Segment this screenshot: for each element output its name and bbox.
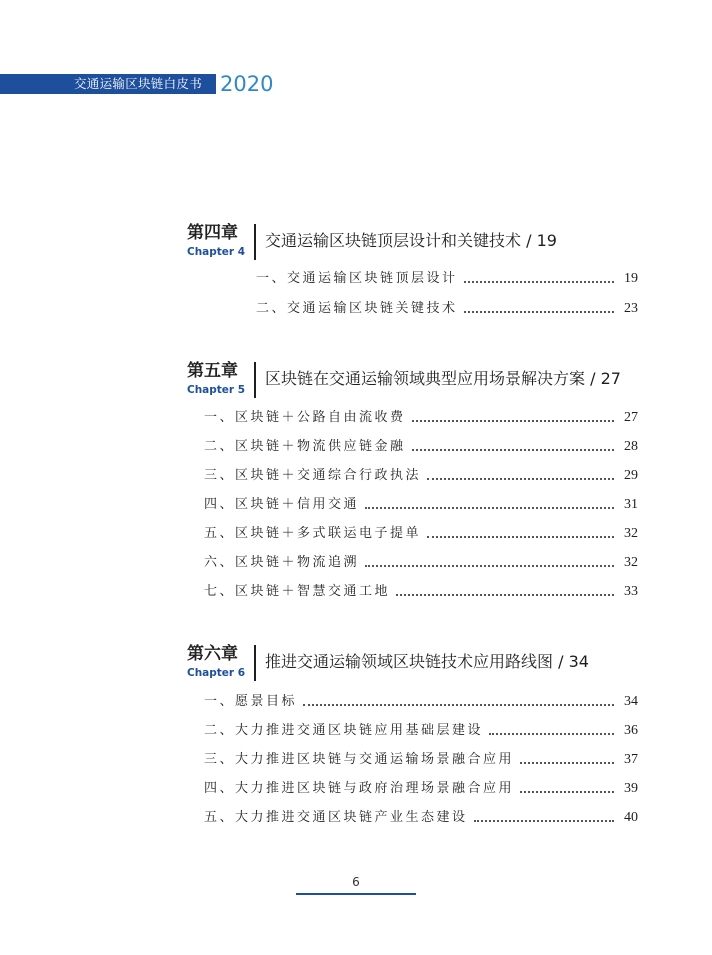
toc-entry-label: 三、大力推进区块链与交通运输场景融合应用 (204, 752, 515, 767)
toc-entry-page: 32 (624, 526, 638, 541)
chapter-divider (254, 645, 256, 681)
toc-leader-dots (520, 761, 614, 764)
toc-entry-label: 一、愿景目标 (204, 694, 298, 709)
toc-entry[interactable] (204, 807, 638, 829)
toc-leader-dots (427, 535, 614, 538)
toc-entry-label: 二、大力推进交通区块链应用基础层建设 (204, 723, 484, 738)
chapter-4-section (0, 222, 712, 266)
chapter-number: 第五章 (187, 361, 238, 381)
toc-entry[interactable] (204, 436, 638, 458)
chapter-6-section (0, 643, 712, 687)
header-year: 2020 (220, 72, 274, 96)
toc-leader-dots (412, 419, 614, 422)
toc-entry[interactable] (204, 581, 638, 603)
chapter-divider (254, 362, 256, 398)
toc-entry[interactable] (256, 298, 638, 320)
chapter-english-label: Chapter 6 (187, 667, 246, 679)
toc-entry-page: 39 (624, 781, 638, 796)
chapter-title: 区块链在交通运输领域典型应用场景解决方案 / 27 (265, 369, 621, 388)
toc-leader-dots (464, 310, 614, 313)
toc-leader-dots (464, 280, 614, 283)
chapter-divider (254, 224, 256, 260)
chapter-english-label: Chapter 4 (187, 246, 246, 258)
toc-entry-label: 四、大力推进区块链与政府治理场景融合应用 (204, 781, 515, 796)
toc-entry[interactable] (204, 465, 638, 487)
toc-entry-label: 一、交通运输区块链顶层设计 (256, 271, 458, 286)
chapter-title: 交通运输区块链顶层设计和关键技术 / 19 (265, 231, 557, 250)
toc-entry-page: 34 (624, 694, 638, 709)
toc-entry-page: 36 (624, 723, 638, 738)
toc-entry-label: 五、大力推进交通区块链产业生态建设 (204, 810, 468, 825)
toc-entry-label: 一、区块链＋公路自由流收费 (204, 410, 406, 425)
toc-entry-label: 三、区块链＋交通综合行政执法 (204, 468, 422, 483)
chapter-5-heading[interactable] (0, 360, 712, 404)
toc-entry-page: 28 (624, 439, 638, 454)
chapter-5-section (0, 360, 712, 404)
header-title: 交通运输区块链白皮书 (74, 76, 203, 91)
footer-rule (296, 893, 416, 895)
toc-entry-label: 二、交通运输区块链关键技术 (256, 301, 458, 316)
toc-entry[interactable] (204, 552, 638, 574)
toc-entry[interactable] (256, 268, 638, 290)
toc-leader-dots (303, 703, 614, 706)
toc-leader-dots (396, 593, 614, 596)
toc-entry-page: 32 (624, 555, 638, 570)
toc-entry-page: 23 (624, 301, 638, 316)
toc-entry-page: 27 (624, 410, 638, 425)
toc-leader-dots (474, 819, 614, 822)
toc-entry-page: 37 (624, 752, 638, 767)
toc-entry-page: 31 (624, 497, 638, 512)
page-number: 6 (352, 875, 360, 889)
toc-entry[interactable] (204, 720, 638, 742)
toc-entry-page: 33 (624, 584, 638, 599)
toc-leader-dots (365, 506, 614, 509)
toc-entry-page: 19 (624, 271, 638, 286)
toc-entry[interactable] (204, 407, 638, 429)
toc-entry-label: 六、区块链＋物流追溯 (204, 555, 360, 570)
toc-leader-dots (365, 564, 614, 567)
toc-entry-page: 40 (624, 810, 638, 825)
toc-leader-dots (412, 448, 614, 451)
toc-entry[interactable] (204, 523, 638, 545)
toc-entry-label: 二、区块链＋物流供应链金融 (204, 439, 406, 454)
toc-entry[interactable] (204, 691, 638, 713)
toc-entry-label: 七、区块链＋智慧交通工地 (204, 584, 391, 599)
toc-leader-dots (520, 790, 614, 793)
chapter-title: 推进交通运输领域区块链技术应用路线图 / 34 (265, 652, 589, 671)
toc-entry[interactable] (204, 749, 638, 771)
toc-leader-dots (427, 477, 614, 480)
chapter-english-label: Chapter 5 (187, 384, 246, 396)
chapter-6-heading[interactable] (0, 643, 712, 687)
chapter-4-heading[interactable] (0, 222, 712, 266)
chapter-number: 第六章 (187, 644, 238, 664)
toc-entry-page: 29 (624, 468, 638, 483)
toc-entry[interactable] (204, 778, 638, 800)
toc-entry-label: 四、区块链＋信用交通 (204, 497, 360, 512)
toc-entry-label: 五、区块链＋多式联运电子提单 (204, 526, 422, 541)
toc-entry[interactable] (204, 494, 638, 516)
toc-leader-dots (489, 732, 614, 735)
chapter-number: 第四章 (187, 223, 238, 243)
